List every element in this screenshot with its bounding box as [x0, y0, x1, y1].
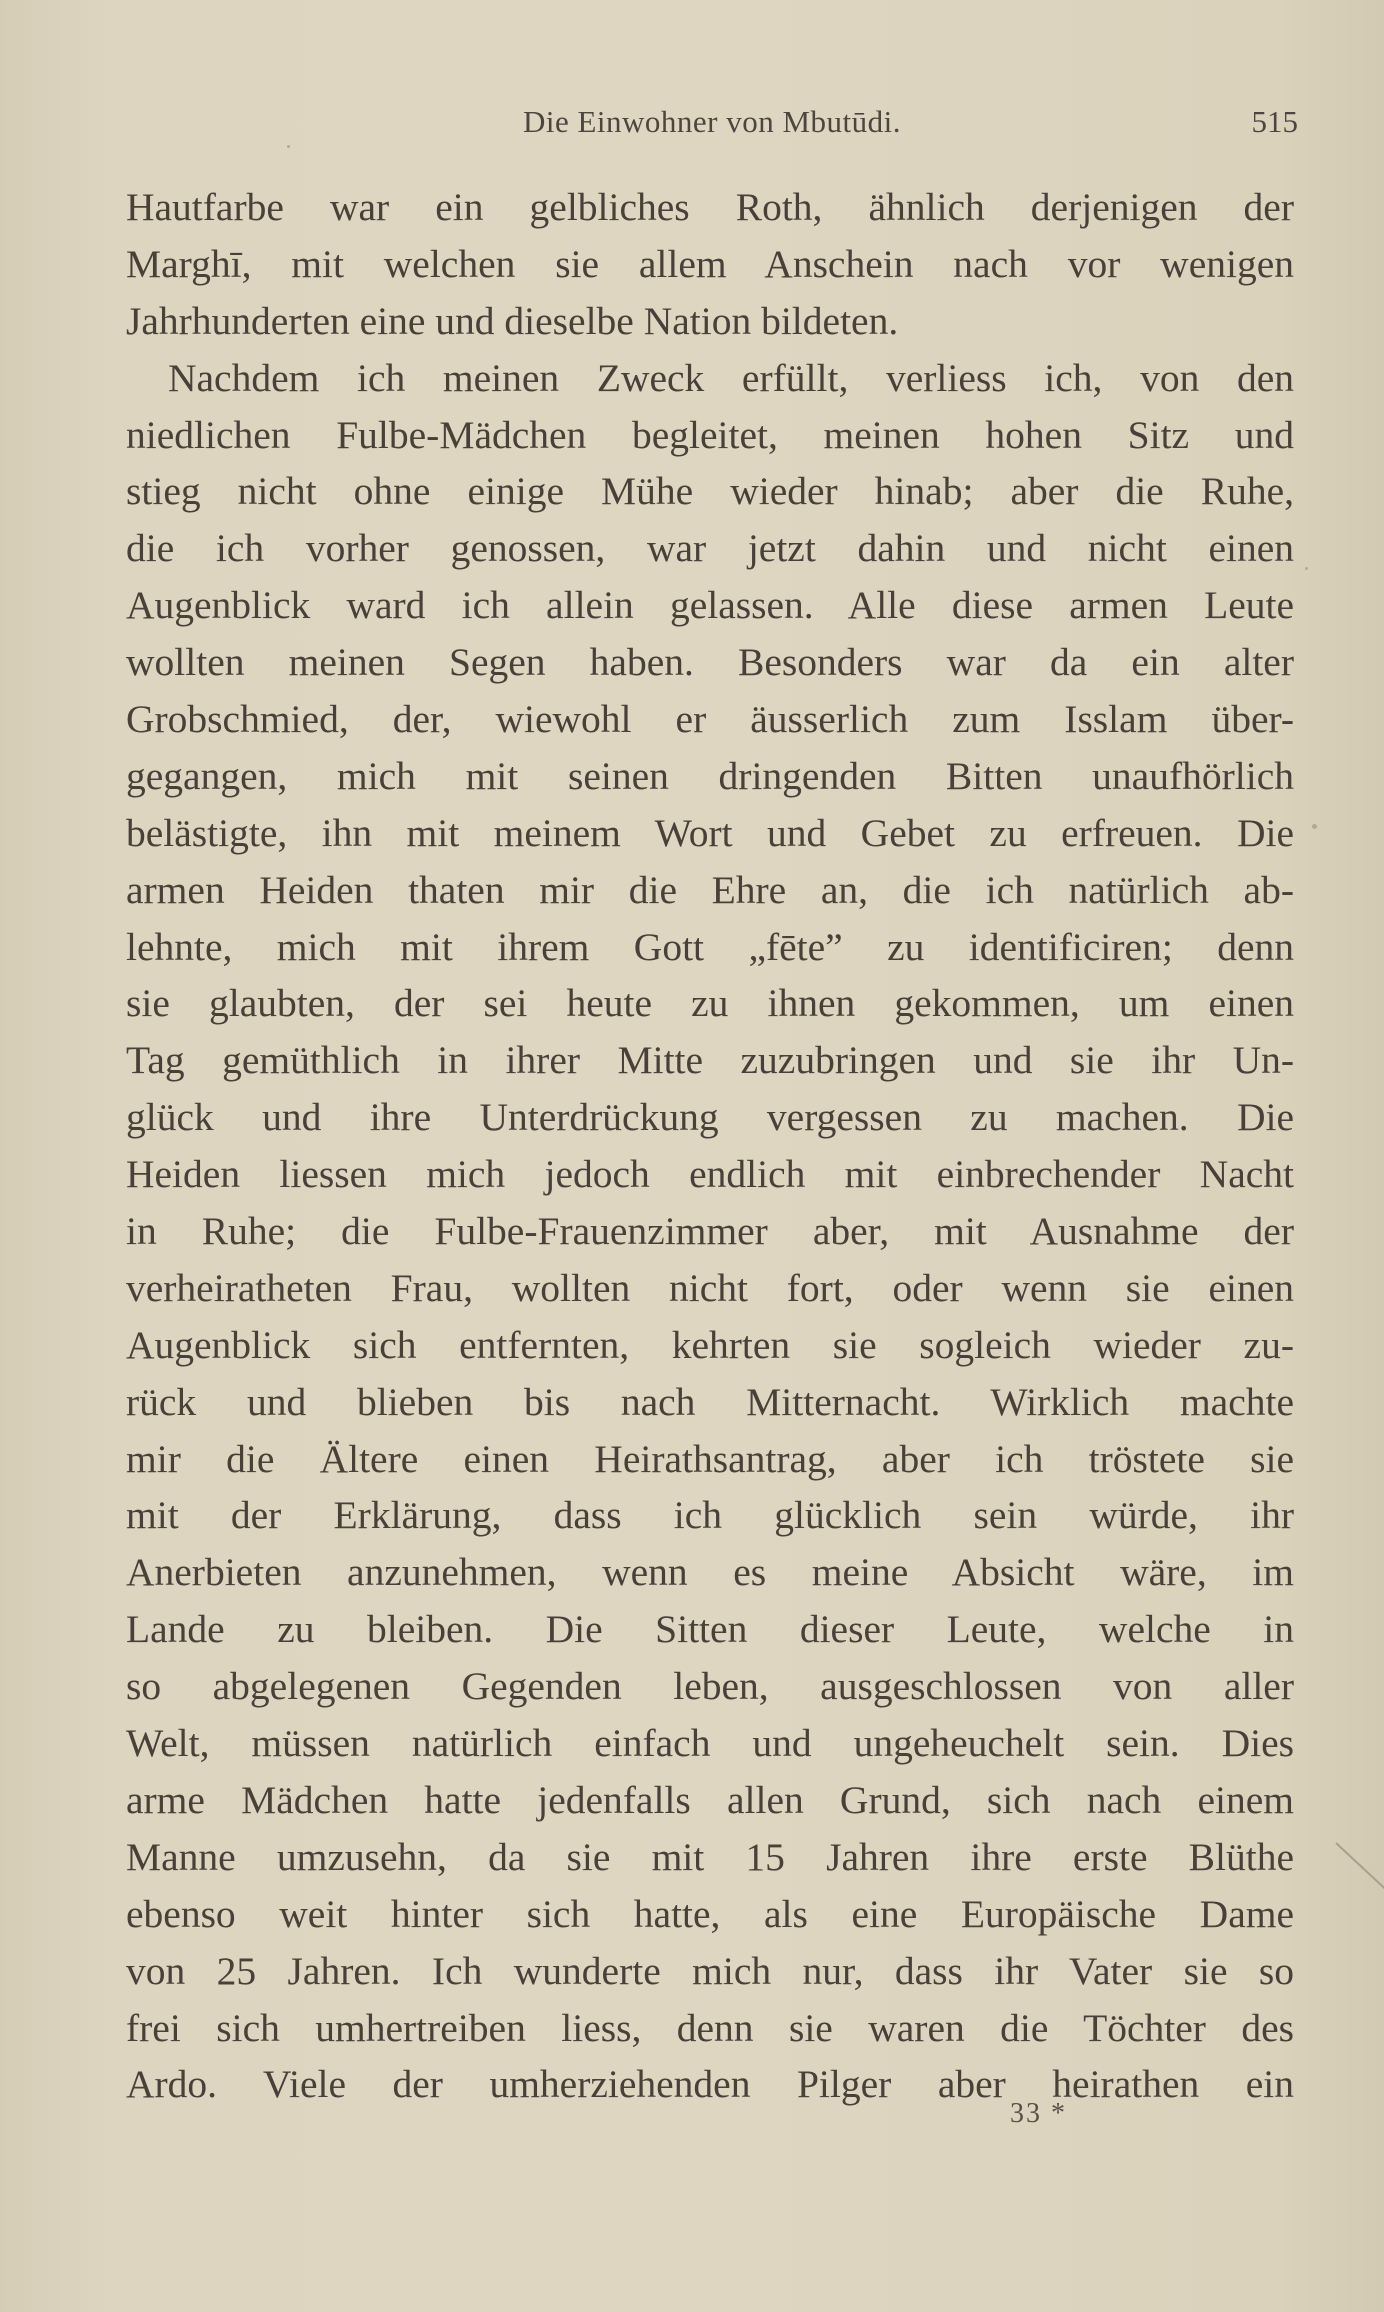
text-line: Lande zu bleiben. Die Sitten dieser Leute, welche in	[126, 1607, 1294, 1652]
text-line: wollten meinen Segen haben. Besonders war da ein alter	[126, 640, 1294, 685]
text-line: belästigte, ihn mit meinem Wort und Gebet zu erfreuen. Die	[126, 810, 1294, 855]
paper-speck	[1305, 567, 1308, 570]
text-line: in Ruhe; die Fulbe-Frauenzimmer aber, mit Ausnahme der	[126, 1209, 1294, 1254]
text-line: ebenso weit hinter sich hatte, als eine Europäische Dame	[126, 1891, 1294, 1936]
running-title: Die Einwohner von Mbutūdi.	[522, 104, 902, 139]
text-line: verheiratheten Frau, wollten nicht fort, oder wenn sie einen	[126, 1265, 1294, 1310]
text-line: Manne umzusehn, da sie mit 15 Jahren ihre erste Blüthe	[126, 1834, 1294, 1879]
body-text	[126, 179, 1294, 2113]
text-line: gegangen, mich mit seinen dringenden Bitten unaufhörlich	[126, 753, 1294, 798]
text-line: Anerbieten anzunehmen, wenn es meine Absicht wäre, im	[126, 1550, 1294, 1595]
text-line: rück und blieben bis nach Mitternacht. Wirklich machte	[126, 1379, 1294, 1424]
text-line: glück und ihre Unterdrückung vergessen zu machen. Die	[126, 1095, 1294, 1140]
text-line: sie glaubten, der sei heute zu ihnen gekommen, um einen	[126, 981, 1294, 1026]
text-line: Nachdem ich meinen Zweck erfüllt, verliess ich, von den	[168, 355, 1294, 400]
text-line: Grobschmied, der, wiewohl er äusserlich zum Isslam über-	[126, 697, 1294, 742]
paper-crease	[1335, 1842, 1384, 1898]
text-line: mit der Erklärung, dass ich glücklich sein würde, ihr	[126, 1493, 1294, 1538]
text-line: lehnte, mich mit ihrem Gott „fēte” zu identificiren; denn	[126, 924, 1294, 969]
text-line: die ich vorher genossen, war jetzt dahin und nicht einen	[126, 526, 1294, 571]
text-line: Jahrhunderten eine und dieselbe Nation bildeten.	[126, 298, 899, 343]
text-line: niedlichen Fulbe-Mädchen begleitet, meinen hohen Sitz und	[126, 412, 1294, 457]
text-line: Heiden liessen mich jedoch endlich mit einbrechender Nacht	[126, 1152, 1294, 1197]
text-line: Ardo. Viele der umherziehenden Pilger aber heirathen ein	[126, 2062, 1294, 2107]
signature-mark: 33 *	[1010, 2098, 1067, 2129]
text-line: so abgelegenen Gegenden leben, ausgeschlossen von aller	[126, 1664, 1294, 1709]
text-line: mir die Ältere einen Heirathsantrag, aber ich tröstete sie	[126, 1436, 1294, 1481]
text-line: von 25 Jahren. Ich wunderte mich nur, dass ihr Vater sie so	[126, 1948, 1294, 1993]
running-head	[126, 98, 1298, 158]
text-line: Augenblick sich entfernten, kehrten sie sogleich wieder zu-	[126, 1322, 1294, 1367]
text-line: stieg nicht ohne einige Mühe wieder hinab; aber die Ruhe,	[126, 469, 1294, 514]
text-line: Hautfarbe war ein gelbliches Roth, ähnlich derjenigen der	[126, 185, 1294, 229]
text-line: Welt, müssen natürlich einfach und ungeheuchelt sein. Dies	[126, 1721, 1294, 1766]
page-number: 515	[1251, 104, 1298, 139]
paper-speck	[287, 145, 290, 148]
text-line: Marghī, mit welchen sie allem Anschein nach vor wenigen	[126, 241, 1294, 286]
text-line: arme Mädchen hatte jedenfalls allen Grund, sich nach einem	[126, 1777, 1294, 1822]
text-line: Augenblick ward ich allein gelassen. Alle diese armen Leute	[126, 583, 1294, 628]
text-line: frei sich umhertreiben liess, denn sie waren die Töchter des	[126, 2005, 1294, 2050]
text-line: armen Heiden thaten mir die Ehre an, die ich natürlich ab-	[126, 867, 1294, 912]
paper-speck	[1312, 824, 1317, 829]
text-line: Tag gemüthlich in ihrer Mitte zuzubringen und sie ihr Un-	[126, 1038, 1294, 1083]
